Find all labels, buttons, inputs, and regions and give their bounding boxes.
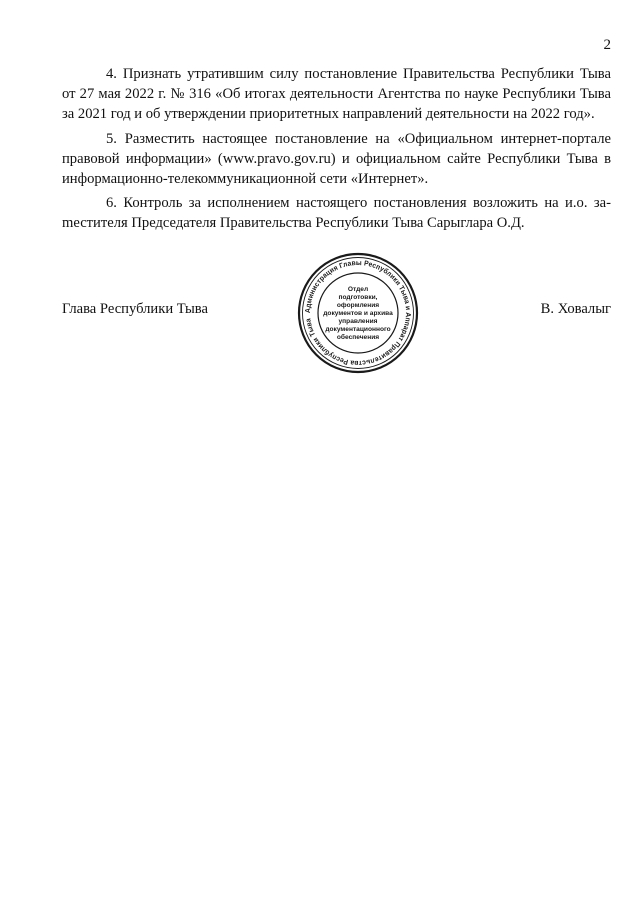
signatory-name: В. Ховалыг: [540, 301, 611, 317]
seal-inner-line: документационного: [325, 326, 391, 333]
official-seal-stamp: [296, 251, 420, 375]
seal-graphic: [296, 251, 420, 375]
seal-inner-line: управления: [338, 318, 378, 325]
paragraph-4: 4. Признать утратившим силу постановление Правительства Республики Тыва от 27 мая 2022 г. № 316 «Об итогах деятельности Агентства по науке Республики Тыва за 2021 год и об утверждении приоритетных направлений деятельности на 2022 год».: [62, 66, 611, 123]
seal-inner-line: документов и архива: [323, 310, 393, 317]
paragraph-6: 6. Контроль за исполнением настоящего постановления возложить на и.о. заmестителя Председателя Правительства Республики Тыва Сарыглара О.Д.: [62, 195, 611, 232]
signatory-position: Глава Республики Тыва: [62, 301, 208, 317]
seal-inner-line: подготовки,: [338, 294, 378, 301]
paragraph-5: 5. Разместить настоящее постановление на «Официальном интернет-портале правовой информации» (www.pravo.gov.ru) и официальном сайте Республики Тыва в информационно-телекоммуникационной сети «Интернет».: [62, 130, 611, 188]
seal-inner-line: обеспечения: [336, 334, 380, 341]
document-body: [62, 64, 611, 238]
page-number: 2: [603, 37, 611, 53]
seal-inner-line: оформления: [336, 302, 380, 309]
seal-inner-line: Отдел: [347, 286, 369, 293]
seal-outer-text-path: Администрация Главы Республики Тыва и Аппарат Правительства Республики Тыва: [302, 257, 414, 369]
